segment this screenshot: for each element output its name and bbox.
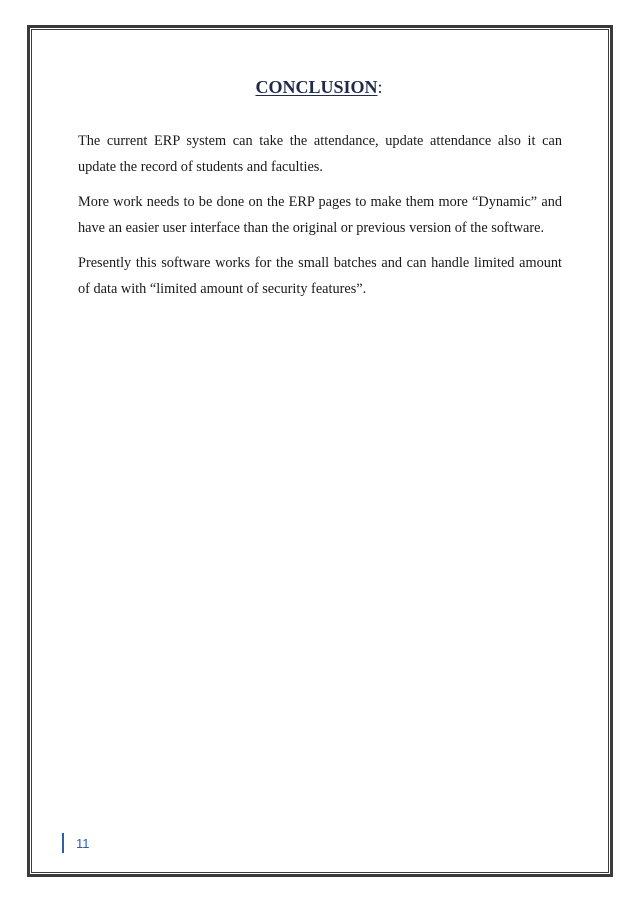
paragraph-2: More work needs to be done on the ERP pages to make them more “Dynamic” and have an easier user interface than the original or previous version of the software. xyxy=(78,194,562,236)
page-number: 11 xyxy=(76,835,90,851)
footer-accent-bar xyxy=(62,833,64,853)
page-footer xyxy=(62,833,90,853)
heading-text: CONCLUSION xyxy=(255,77,378,97)
heading-colon: : xyxy=(377,77,383,97)
page-title xyxy=(0,77,638,98)
body-content xyxy=(78,128,562,311)
paragraph-3: Presently this software works for the small batches and can handle limited amount of data with “limited amount of security features”. xyxy=(78,255,562,297)
paragraph-1: The current ERP system can take the attendance, update attendance also it can update the record of students and faculties. xyxy=(78,133,562,175)
